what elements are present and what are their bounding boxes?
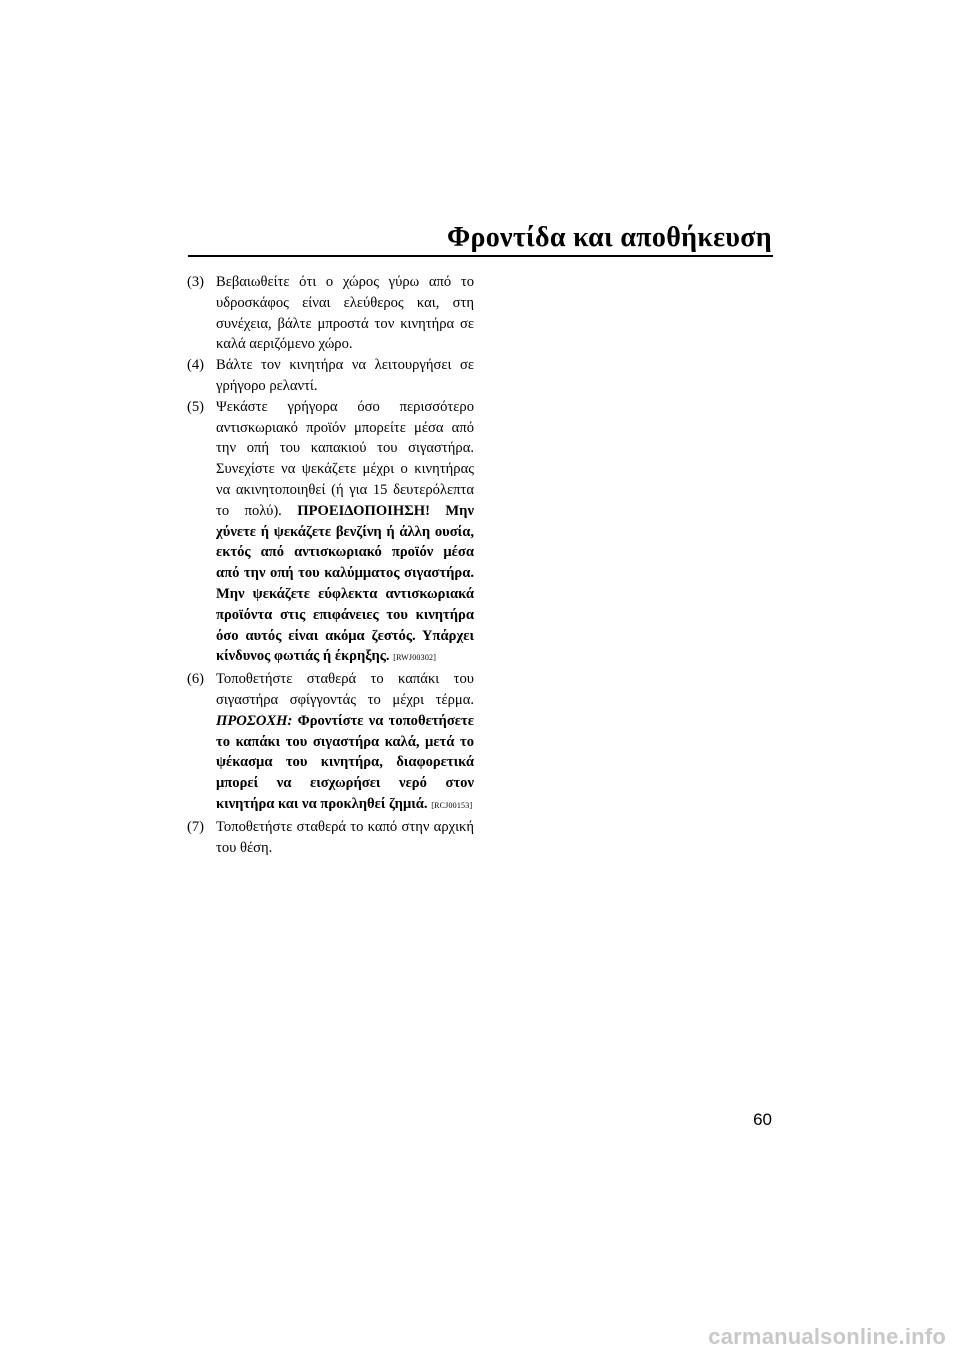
caution-code: [RCJ00153] xyxy=(431,800,473,810)
caution-text: Φροντίστε να τοποθετήσετε το καπάκι του σιγαστήρα καλά, μετά το ψέκασμα του κινητήρα, διαφορετικά μπορεί να εισχωρήσει νερό στον κινητήρα και να προκληθεί ζημιά. xyxy=(216,712,474,812)
step-text: Τοποθετήστε σταθερά το καπάκι του σιγαστήρα σφίγγοντάς το μέχρι τέρμα. xyxy=(216,671,474,708)
step-4 xyxy=(187,355,474,397)
warning-code: [RWJ00302] xyxy=(393,653,437,663)
step-number: (6) xyxy=(187,671,205,688)
step-body xyxy=(216,397,474,669)
page-number: 60 xyxy=(753,1110,772,1129)
step-text: Βεβαιωθείτε ότι ο χώρος γύρω από το υδροσκάφος είναι ελεύθερος και, στη συνέχεια, βάλτε μπροστά τον κινητήρα σε καλά αεριζόμενο χώρο. xyxy=(216,274,474,353)
step-5 xyxy=(187,397,474,669)
step-3 xyxy=(187,272,474,355)
step-number: (5) xyxy=(187,398,205,415)
header-rule xyxy=(188,255,773,257)
step-number: (7) xyxy=(187,818,205,835)
watermark: carmanualsonline.info xyxy=(708,1324,946,1349)
instruction-list xyxy=(187,272,474,858)
step-text: Βάλτε τον κινητήρα να λειτουργήσει σε γρήγορο ρελαντί. xyxy=(216,357,474,394)
step-number: (3) xyxy=(187,274,205,290)
caution-label: ΠΡΟΣΟΧΗ: xyxy=(216,712,293,729)
page-title: Φροντίδα και αποθήκευση xyxy=(446,222,772,253)
step-body xyxy=(216,669,474,817)
warning-text: ΠΡΟΕΙΔΟΠΟΙΗΣΗ! Μην χύνετε ή ψεκάζετε βενζίνη ή άλλη ουσία, εκτός από αντισκωριακό προϊόν μέσα από την οπή του καλύμματος σιγαστήρα. Μην ψεκάζετε εύφλεκτα αντισκωριακά προϊόντα στις επιφάνειες του κινητήρα όσο αυτός είναι ακόμα ζεστός. Υπάρχει κίνδυνος φωτιάς ή έκρηξης. xyxy=(216,502,474,665)
step-7 xyxy=(187,817,474,859)
step-6 xyxy=(187,669,474,817)
step-number: (4) xyxy=(187,357,205,374)
step-text: Τοποθετήστε σταθερά το καπό στην αρχική του θέση. xyxy=(216,818,474,856)
step-text: Ψεκάστε γρήγορα όσο περισσότερο αντισκωριακό προϊόν μπορείτε μέσα από την οπή του καπακιού του σιγαστήρα. Συνεχίστε να ψεκάζετε μέχρι ο κινητήρας να ακινητοποιηθεί (ή για 15 δευτερόλεπτα το πολύ). xyxy=(216,398,474,519)
